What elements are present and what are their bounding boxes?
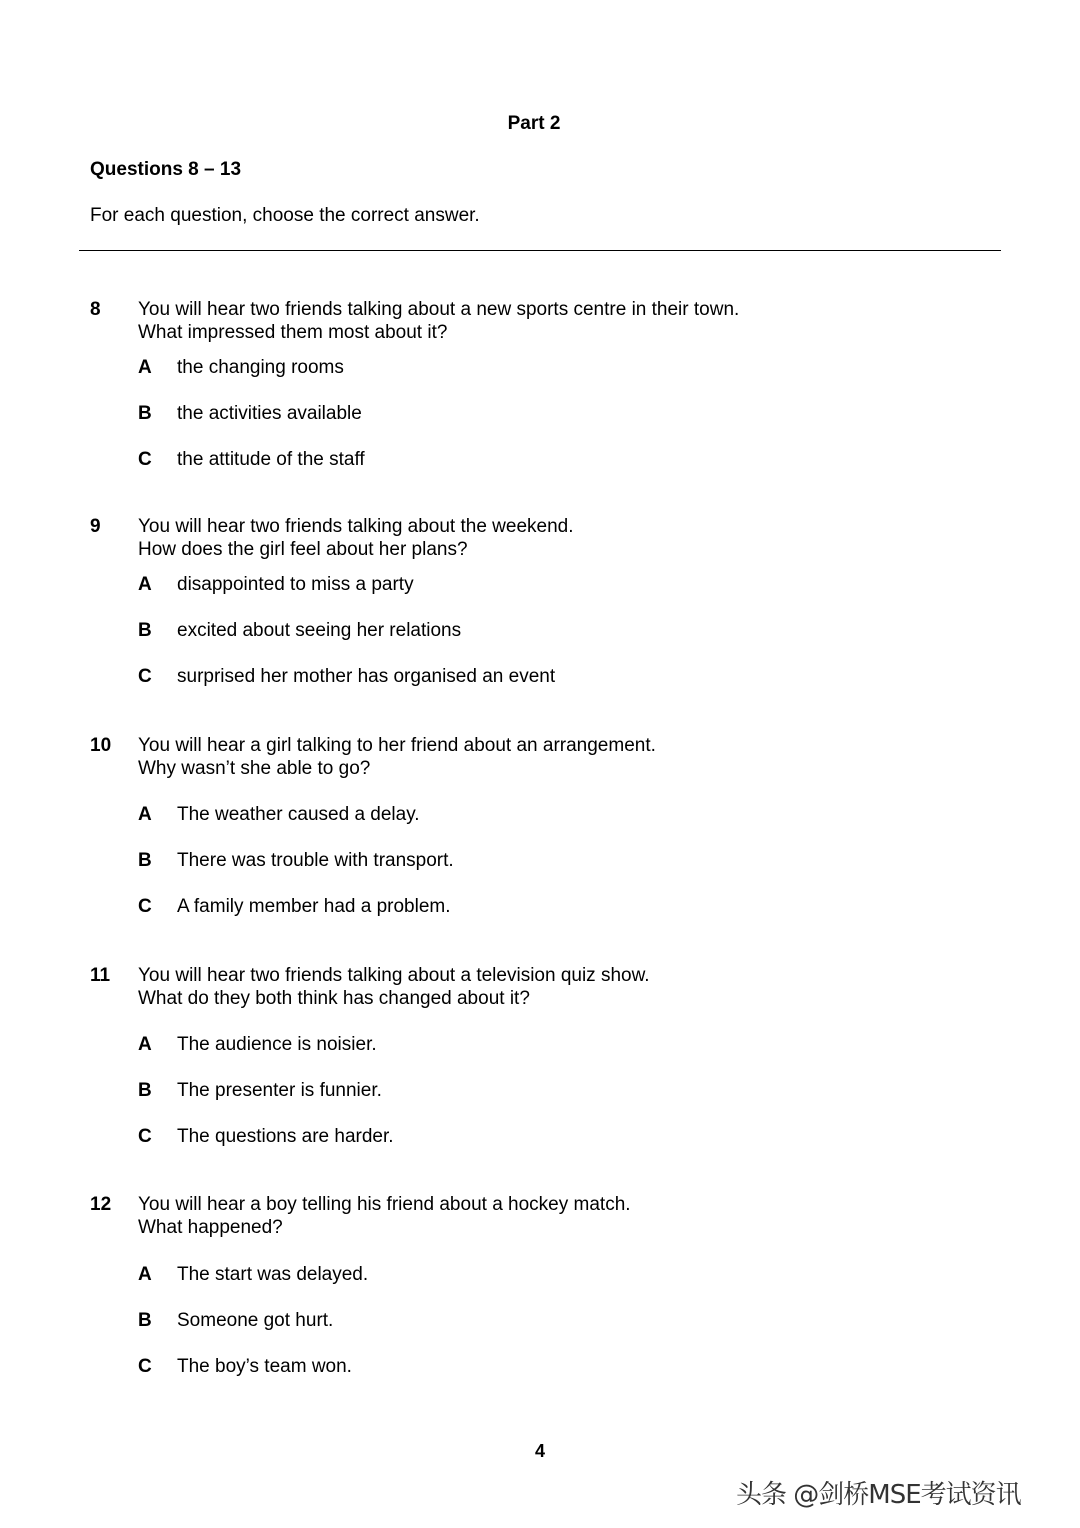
- option-letter: A: [138, 574, 152, 595]
- option-text: The audience is noisier.: [177, 1034, 377, 1055]
- option-letter: C: [138, 1356, 152, 1377]
- option-b[interactable]: [138, 402, 362, 425]
- question-text: What do they both think has changed about it?: [138, 988, 530, 1009]
- option-text: The presenter is funnier.: [177, 1080, 382, 1101]
- option-c[interactable]: [138, 1125, 394, 1148]
- option-a[interactable]: [138, 356, 344, 379]
- option-letter: A: [138, 357, 152, 378]
- option-a[interactable]: [138, 1263, 368, 1286]
- option-text: Someone got hurt.: [177, 1310, 334, 1331]
- option-text: The start was delayed.: [177, 1264, 369, 1285]
- question-context: You will hear two friends talking about a new sports centre in their town.: [138, 299, 740, 320]
- option-a[interactable]: [138, 803, 420, 826]
- option-text: the attitude of the staff: [177, 449, 365, 470]
- question-number: 9: [90, 516, 101, 537]
- option-text: A family member had a problem.: [177, 896, 451, 917]
- question-text: What happened?: [138, 1217, 283, 1238]
- option-letter: A: [138, 804, 152, 825]
- option-text: excited about seeing her relations: [177, 620, 462, 641]
- option-c[interactable]: [138, 665, 555, 688]
- option-a[interactable]: [138, 573, 414, 596]
- option-text: The questions are harder.: [177, 1126, 394, 1147]
- option-text: surprised her mother has organised an event: [177, 666, 556, 687]
- option-text: the activities available: [177, 403, 362, 424]
- option-text: disappointed to miss a party: [177, 574, 414, 595]
- option-letter: C: [138, 449, 152, 470]
- option-letter: C: [138, 666, 152, 687]
- question-number: 12: [90, 1194, 112, 1215]
- question-context: You will hear two friends talking about a television quiz show.: [138, 965, 650, 986]
- option-text: the changing rooms: [177, 357, 344, 378]
- option-c[interactable]: [138, 1355, 352, 1378]
- option-b[interactable]: [138, 619, 461, 642]
- option-letter: C: [138, 896, 152, 917]
- question-number: 8: [90, 299, 101, 320]
- question-prompt: [138, 298, 739, 344]
- option-letter: B: [138, 1310, 152, 1331]
- option-text: There was trouble with transport.: [177, 850, 454, 871]
- watermark: 头条 @剑桥MSE考试资讯: [736, 1480, 1021, 1510]
- question-context: You will hear two friends talking about the weekend.: [138, 516, 574, 537]
- question-prompt: [138, 1193, 631, 1239]
- option-b[interactable]: [138, 1079, 382, 1102]
- option-b[interactable]: [138, 1309, 333, 1332]
- page-number: 4: [534, 1441, 545, 1461]
- question-text: How does the girl feel about her plans?: [138, 539, 468, 560]
- question-number: 11: [90, 965, 111, 986]
- option-letter: B: [138, 850, 152, 871]
- questions-range: Questions 8 – 13: [90, 159, 242, 180]
- option-c[interactable]: [138, 895, 451, 918]
- question-number: 10: [90, 735, 112, 756]
- option-text: The boy’s team won.: [177, 1356, 352, 1377]
- option-c[interactable]: [138, 448, 365, 471]
- question-prompt: [138, 734, 656, 780]
- question-prompt: [138, 515, 574, 561]
- option-letter: C: [138, 1126, 152, 1147]
- option-b[interactable]: [138, 849, 454, 872]
- option-letter: A: [138, 1264, 152, 1285]
- option-a[interactable]: [138, 1033, 377, 1056]
- question-text: Why wasn’t she able to go?: [138, 758, 371, 779]
- question-context: You will hear a boy telling his friend about a hockey match.: [138, 1194, 631, 1215]
- question-prompt: [138, 964, 650, 1010]
- option-letter: B: [138, 620, 152, 641]
- question-text: What impressed them most about it?: [138, 322, 448, 343]
- instruction-text: For each question, choose the correct answer.: [90, 205, 480, 226]
- divider: [79, 250, 1001, 251]
- option-text: The weather caused a delay.: [177, 804, 420, 825]
- option-letter: A: [138, 1034, 152, 1055]
- option-letter: B: [138, 403, 152, 424]
- question-context: You will hear a girl talking to her friend about an arrangement.: [138, 735, 656, 756]
- part-title: Part 2: [507, 113, 561, 134]
- option-letter: B: [138, 1080, 152, 1101]
